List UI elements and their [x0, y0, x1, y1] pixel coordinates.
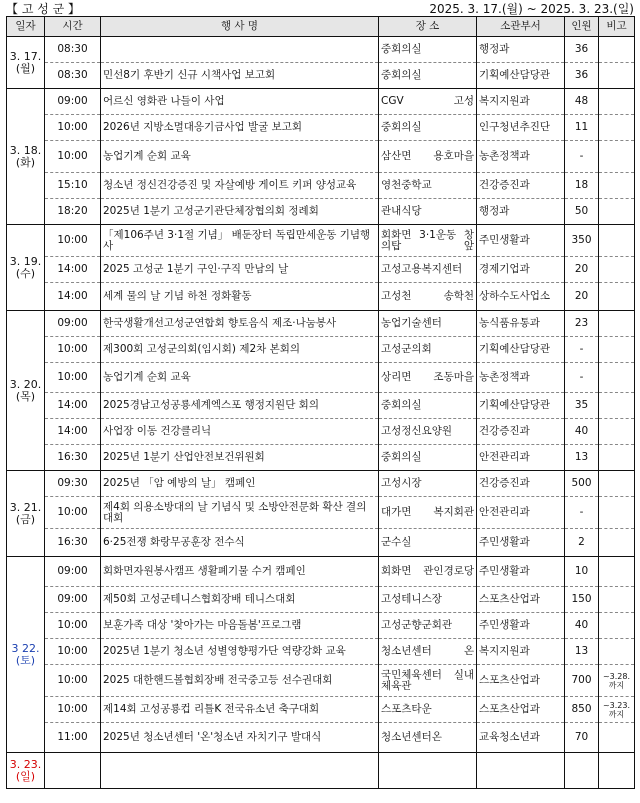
note-cell [599, 63, 635, 89]
time-cell: 10:00 [45, 225, 101, 257]
event-cell: 민선8기 후반기 신규 시책사업 보고회 [101, 63, 379, 89]
time-cell [45, 753, 101, 789]
weekday-label: (일) [15, 769, 36, 783]
dept-cell: 주민생활과 [477, 613, 565, 639]
count-cell: 48 [565, 89, 599, 115]
table-row [7, 89, 635, 115]
table-row [7, 115, 635, 141]
note-cell [599, 445, 635, 471]
dept-cell: 행정과 [477, 37, 565, 63]
col-time: 시간 [45, 17, 101, 37]
place-cell: 중회의실 [379, 115, 477, 141]
count-cell: 40 [565, 613, 599, 639]
event-cell: 제50회 고성군테니스협회장배 테니스대회 [101, 587, 379, 613]
table-row [7, 665, 635, 697]
date-label: 3. 17. [9, 49, 42, 63]
dept-cell: 주민생활과 [477, 225, 565, 257]
note-cell [599, 723, 635, 753]
note-cell [599, 393, 635, 419]
table-row [7, 497, 635, 529]
dept-cell: 복지지원과 [477, 89, 565, 115]
count-cell: 23 [565, 311, 599, 337]
event-cell: 2025년 1분기 고성군기관단체장협의회 정례회 [101, 199, 379, 225]
time-cell: 14:00 [45, 419, 101, 445]
table-row [7, 557, 635, 587]
table-row [7, 363, 635, 393]
event-cell: 2025년 청소년센터 '온'청소년 자치기구 발대식 [101, 723, 379, 753]
table-row [7, 529, 635, 557]
count-cell: 10 [565, 557, 599, 587]
dept-cell: 농식품유통과 [477, 311, 565, 337]
event-cell: 농업기계 순회 교육 [101, 363, 379, 393]
time-cell: 09:00 [45, 311, 101, 337]
event-cell [101, 37, 379, 63]
count-cell: 40 [565, 419, 599, 445]
col-dept: 소관부서 [477, 17, 565, 37]
count-cell: 70 [565, 723, 599, 753]
dept-cell [477, 753, 565, 789]
schedule-body [7, 37, 635, 789]
time-cell: 10:00 [45, 613, 101, 639]
dept-cell: 스포츠산업과 [477, 665, 565, 697]
time-cell: 10:00 [45, 639, 101, 665]
event-cell: 보훈가족 대상 '찾아가는 마음돌봄'프로그램 [101, 613, 379, 639]
note-cell [599, 529, 635, 557]
table-row [7, 613, 635, 639]
place-cell: 고성고용복지센터 [379, 257, 477, 283]
dept-cell: 행정과 [477, 199, 565, 225]
count-cell: 13 [565, 445, 599, 471]
place-cell: 상리면 조동마을 [379, 363, 477, 393]
table-row [7, 311, 635, 337]
region-title: 【 고 성 군 】 [6, 2, 81, 16]
count-cell: 350 [565, 225, 599, 257]
place-cell: 스포츠타운 [379, 697, 477, 723]
dept-cell: 기획예산담당관 [477, 393, 565, 419]
event-cell: 2026년 지방소멸대응기금사업 발굴 보고회 [101, 115, 379, 141]
dept-cell: 안전관리과 [477, 497, 565, 529]
table-row [7, 141, 635, 173]
time-cell: 14:00 [45, 257, 101, 283]
time-cell: 11:00 [45, 723, 101, 753]
event-cell: 회화면자원봉사캠프 생활폐기물 수거 캠페인 [101, 557, 379, 587]
time-cell: 09:00 [45, 557, 101, 587]
event-cell [101, 753, 379, 789]
place-cell: 관내식당 [379, 199, 477, 225]
event-cell: 청소년 정신건강증진 및 자살예방 게이트 키퍼 양성교육 [101, 173, 379, 199]
note-cell [599, 115, 635, 141]
event-cell: 2025 대한핸드볼협회장배 전국중고등 선수권대회 [101, 665, 379, 697]
table-row [7, 445, 635, 471]
weekday-label: (목) [15, 389, 36, 403]
time-cell: 10:00 [45, 337, 101, 363]
event-cell: 제4회 의용소방대의 날 기념식 및 소방안전문화 확산 결의대회 [101, 497, 379, 529]
table-row [7, 639, 635, 665]
date-cell [7, 753, 45, 789]
place-cell: 중회의실 [379, 445, 477, 471]
schedule-table [6, 16, 635, 789]
date-label: 3. 23. [9, 757, 42, 771]
time-cell: 10:00 [45, 697, 101, 723]
page-header [0, 0, 640, 16]
table-header-row [7, 17, 635, 37]
count-cell: - [565, 141, 599, 173]
event-cell: 제14회 고성공룡컵 리틀K 전국유소년 축구대회 [101, 697, 379, 723]
date-label: 3 22. [11, 641, 40, 655]
col-date: 일자 [7, 17, 45, 37]
dept-cell: 상하수도사업소 [477, 283, 565, 311]
note-cell [599, 311, 635, 337]
date-label: 3. 19. [9, 254, 42, 268]
event-cell: 6·25전쟁 화랑무공훈장 전수식 [101, 529, 379, 557]
time-cell: 08:30 [45, 63, 101, 89]
time-cell: 10:00 [45, 497, 101, 529]
table-row [7, 471, 635, 497]
date-cell [7, 37, 45, 89]
dept-cell: 주민생활과 [477, 557, 565, 587]
count-cell: 2 [565, 529, 599, 557]
place-cell: 청소년센터온 [379, 723, 477, 753]
place-cell: 중회의실 [379, 393, 477, 419]
date-label: 3. 20. [9, 377, 42, 391]
note-cell [599, 557, 635, 587]
weekday-label: (월) [15, 61, 36, 75]
count-cell: 500 [565, 471, 599, 497]
date-cell [7, 471, 45, 557]
weekday-label: (금) [15, 512, 36, 526]
note-cell [599, 497, 635, 529]
dept-cell: 교육청소년과 [477, 723, 565, 753]
time-cell: 10:00 [45, 141, 101, 173]
note-cell [599, 141, 635, 173]
time-cell: 15:10 [45, 173, 101, 199]
table-row [7, 173, 635, 199]
place-cell: 군수실 [379, 529, 477, 557]
event-cell: 농업기계 순회 교육 [101, 141, 379, 173]
place-cell: CGV 고성 [379, 89, 477, 115]
note-cell [599, 199, 635, 225]
date-label: 3. 18. [9, 143, 42, 157]
place-cell: 회화면 관인경로당 [379, 557, 477, 587]
event-cell: 한국생활개선고성군연합회 향토음식 제조·나눔봉사 [101, 311, 379, 337]
time-cell: 10:00 [45, 665, 101, 697]
date-cell [7, 89, 45, 225]
count-cell [565, 753, 599, 789]
date-range: 2025. 3. 17.(월) ~ 2025. 3. 23.(일) [429, 2, 634, 16]
col-count: 인원 [565, 17, 599, 37]
event-cell: 사업장 이동 건강클리닉 [101, 419, 379, 445]
note-cell [599, 613, 635, 639]
weekday-label: (화) [15, 155, 36, 169]
note-cell [599, 753, 635, 789]
note-cell [599, 363, 635, 393]
count-cell: 700 [565, 665, 599, 697]
count-cell: - [565, 337, 599, 363]
weekday-label: (수) [15, 266, 36, 280]
time-cell: 18:20 [45, 199, 101, 225]
count-cell: 13 [565, 639, 599, 665]
place-cell: 삼산면 용호마을 [379, 141, 477, 173]
date-cell [7, 557, 45, 753]
place-cell: 고성군향군회관 [379, 613, 477, 639]
note-cell: ~3.28. 까지 [599, 665, 635, 697]
place-cell: 대가면 복지회관 [379, 497, 477, 529]
dept-cell: 농촌정책과 [477, 141, 565, 173]
event-cell: 2025년 1분기 청소년 성별영향평가단 역량강화 교육 [101, 639, 379, 665]
place-cell: 중회의실 [379, 37, 477, 63]
dept-cell: 주민생활과 [477, 529, 565, 557]
col-note: 비고 [599, 17, 635, 37]
table-row [7, 697, 635, 723]
time-cell: 09:00 [45, 587, 101, 613]
count-cell: 36 [565, 63, 599, 89]
note-cell [599, 639, 635, 665]
count-cell: 36 [565, 37, 599, 63]
event-cell: 「제106주년 3·1절 기념」 배둔장터 독립만세운동 기념행사 [101, 225, 379, 257]
count-cell: 20 [565, 257, 599, 283]
dept-cell: 기획예산담당관 [477, 63, 565, 89]
place-cell: 국민체육센터 실내체육관 [379, 665, 477, 697]
count-cell: 18 [565, 173, 599, 199]
event-cell: 2025 고성군 1분기 구인·구직 만남의 날 [101, 257, 379, 283]
count-cell: 35 [565, 393, 599, 419]
dept-cell: 복지지원과 [477, 639, 565, 665]
count-cell: 150 [565, 587, 599, 613]
date-label: 3. 21. [9, 500, 42, 514]
place-cell: 중회의실 [379, 63, 477, 89]
event-cell: 세계 물의 날 기념 하천 정화활동 [101, 283, 379, 311]
count-cell: 850 [565, 697, 599, 723]
col-event: 행 사 명 [101, 17, 379, 37]
table-row [7, 587, 635, 613]
note-cell [599, 337, 635, 363]
dept-cell: 건강증진과 [477, 471, 565, 497]
dept-cell: 건강증진과 [477, 419, 565, 445]
place-cell: 영천중학교 [379, 173, 477, 199]
note-cell [599, 225, 635, 257]
count-cell: 20 [565, 283, 599, 311]
table-row [7, 337, 635, 363]
weekday-label: (토) [15, 653, 36, 667]
col-place: 장 소 [379, 17, 477, 37]
table-row [7, 419, 635, 445]
event-cell: 어르신 영화관 나들이 사업 [101, 89, 379, 115]
event-cell: 제300회 고성군의회(임시회) 제2차 본회의 [101, 337, 379, 363]
table-row [7, 37, 635, 63]
table-row [7, 723, 635, 753]
time-cell: 16:30 [45, 445, 101, 471]
dept-cell: 스포츠산업과 [477, 697, 565, 723]
table-row [7, 199, 635, 225]
event-cell: 2025년 1분기 산업안전보건위원회 [101, 445, 379, 471]
place-cell: 고성시장 [379, 471, 477, 497]
note-cell [599, 37, 635, 63]
note-cell [599, 587, 635, 613]
count-cell: - [565, 363, 599, 393]
dept-cell: 인구청년추진단 [477, 115, 565, 141]
time-cell: 09:00 [45, 89, 101, 115]
place-cell: 고성군의회 [379, 337, 477, 363]
dept-cell: 건강증진과 [477, 173, 565, 199]
place-cell: 회화면 3·1운동 창의탑 앞 [379, 225, 477, 257]
place-cell: 농업기술센터 [379, 311, 477, 337]
dept-cell: 스포츠산업과 [477, 587, 565, 613]
note-cell: ~3.23. 까지 [599, 697, 635, 723]
note-cell [599, 471, 635, 497]
time-cell: 10:00 [45, 115, 101, 141]
place-cell: 고성정신요양원 [379, 419, 477, 445]
table-row [7, 753, 635, 789]
note-cell [599, 257, 635, 283]
place-cell: 청소년센터 온 [379, 639, 477, 665]
place-cell: 고성테니스장 [379, 587, 477, 613]
place-cell [379, 753, 477, 789]
dept-cell: 안전관리과 [477, 445, 565, 471]
table-row [7, 257, 635, 283]
table-row [7, 225, 635, 257]
time-cell: 16:30 [45, 529, 101, 557]
dept-cell: 경제기업과 [477, 257, 565, 283]
dept-cell: 농촌정책과 [477, 363, 565, 393]
note-cell [599, 283, 635, 311]
count-cell: 11 [565, 115, 599, 141]
place-cell: 고성천 송학천 [379, 283, 477, 311]
table-row [7, 63, 635, 89]
note-cell [599, 89, 635, 115]
dept-cell: 기획예산담당관 [477, 337, 565, 363]
time-cell: 14:00 [45, 283, 101, 311]
time-cell: 08:30 [45, 37, 101, 63]
date-cell [7, 225, 45, 311]
count-cell: 50 [565, 199, 599, 225]
table-row [7, 393, 635, 419]
note-cell [599, 173, 635, 199]
table-row [7, 283, 635, 311]
time-cell: 09:30 [45, 471, 101, 497]
time-cell: 14:00 [45, 393, 101, 419]
event-cell: 2025년 「암 예방의 날」 캠페인 [101, 471, 379, 497]
event-cell: 2025경남고성공룡세계엑스포 행정지원단 회의 [101, 393, 379, 419]
time-cell: 10:00 [45, 363, 101, 393]
date-cell [7, 311, 45, 471]
note-cell [599, 419, 635, 445]
count-cell: - [565, 497, 599, 529]
